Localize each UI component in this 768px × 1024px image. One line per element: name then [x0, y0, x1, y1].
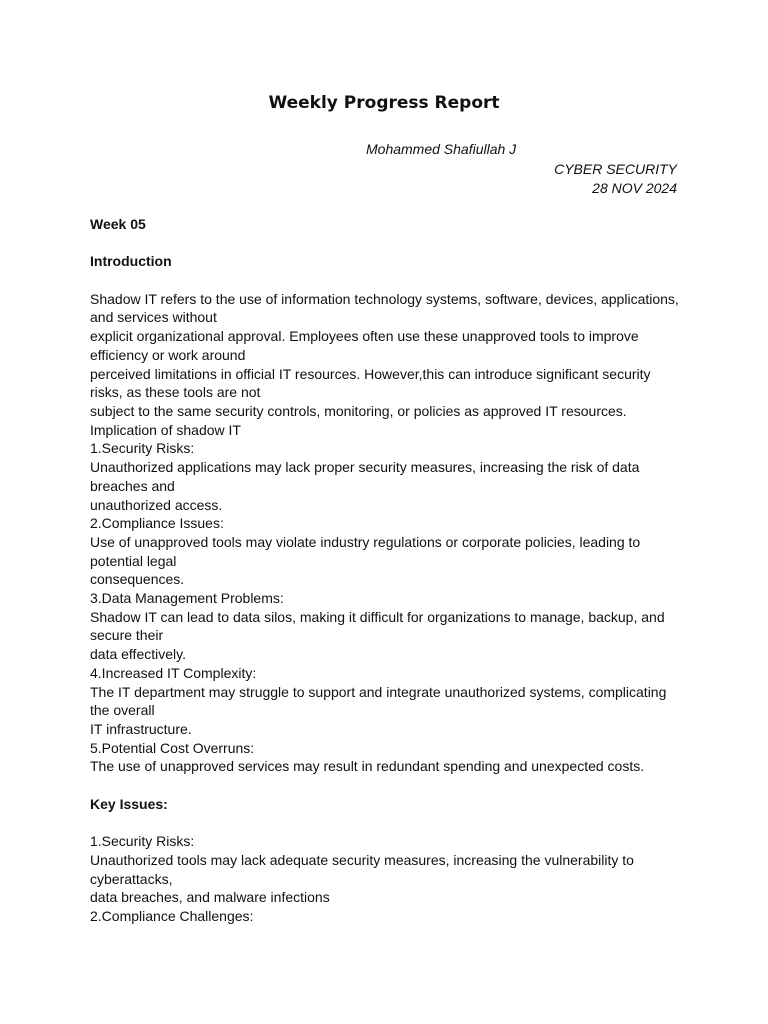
text-line: cyberattacks, [90, 870, 173, 887]
text-line: efficiency or work around [90, 346, 246, 363]
key-issues-text [90, 832, 680, 926]
text-line: Implication of shadow IT [90, 421, 241, 438]
department: CYBER SECURITY [554, 161, 677, 177]
text-line: The IT department may struggle to support and integrate unauthorized systems, complicating [90, 683, 667, 700]
text-line: 3.Data Management Problems: [90, 590, 284, 607]
text-line: IT infrastructure. [90, 720, 192, 737]
text-line: 5.Potential Cost Overruns: [90, 739, 255, 756]
text-line: data breaches, and malware infections [90, 889, 330, 906]
text-line: explicit organizational approval. Employees often use these unapproved tools to improve [90, 328, 639, 345]
text-line: subject to the same security controls, monitoring, or policies as approved IT resources. [90, 403, 627, 419]
text-line: Use of unapproved tools may violate industry regulations or corporate policies, leading to [90, 533, 641, 550]
text-line: 1.Security Risks: [90, 833, 195, 850]
week-label: Week 05 [90, 216, 146, 232]
report-date: 28 NOV 2024 [592, 180, 677, 196]
author-name: Mohammed Shafiullah J [366, 141, 517, 157]
text-line: 2.Compliance Issues: [90, 515, 224, 532]
text-line: Unauthorized applications may lack proper security measures, increasing the risk of data [90, 459, 640, 476]
text-line: potential legal [90, 552, 177, 569]
text-line: the overall [90, 702, 155, 719]
introduction-heading: Introduction [90, 253, 172, 270]
text-line: risks, as these tools are not [90, 384, 261, 401]
text-line: data effectively. [90, 646, 186, 663]
text-line: consequences. [90, 571, 185, 588]
text-line: breaches and [90, 477, 175, 494]
report-title: Weekly Progress Report [268, 93, 500, 113]
text-line: 2.Compliance Challenges: [90, 907, 254, 924]
text-line: secure their [90, 627, 164, 644]
text-line: Shadow IT can lead to data silos, making it difficult for organizations to manage, backup, and [90, 608, 665, 625]
text-line: unauthorized access. [90, 496, 223, 513]
text-line: Unauthorized tools may lack adequate security measures, increasing the vulnerability to [90, 851, 634, 868]
report-meta [554, 160, 677, 198]
text-line: 4.Increased IT Complexity: [90, 664, 257, 681]
text-line: and services without [90, 309, 217, 326]
key-issues-heading: Key Issues: [90, 795, 168, 812]
text-line: The use of unapproved services may result in redundant spending and unexpected costs. [90, 758, 645, 775]
text-line: 1.Security Risks: [90, 440, 195, 457]
text-line: perceived limitations in official IT resources. However,this can introduce significant security [90, 365, 651, 382]
introduction-text [90, 290, 680, 776]
report-body [90, 215, 680, 926]
text-line: Shadow IT refers to the use of information technology systems, software, devices, applications, [90, 290, 679, 307]
